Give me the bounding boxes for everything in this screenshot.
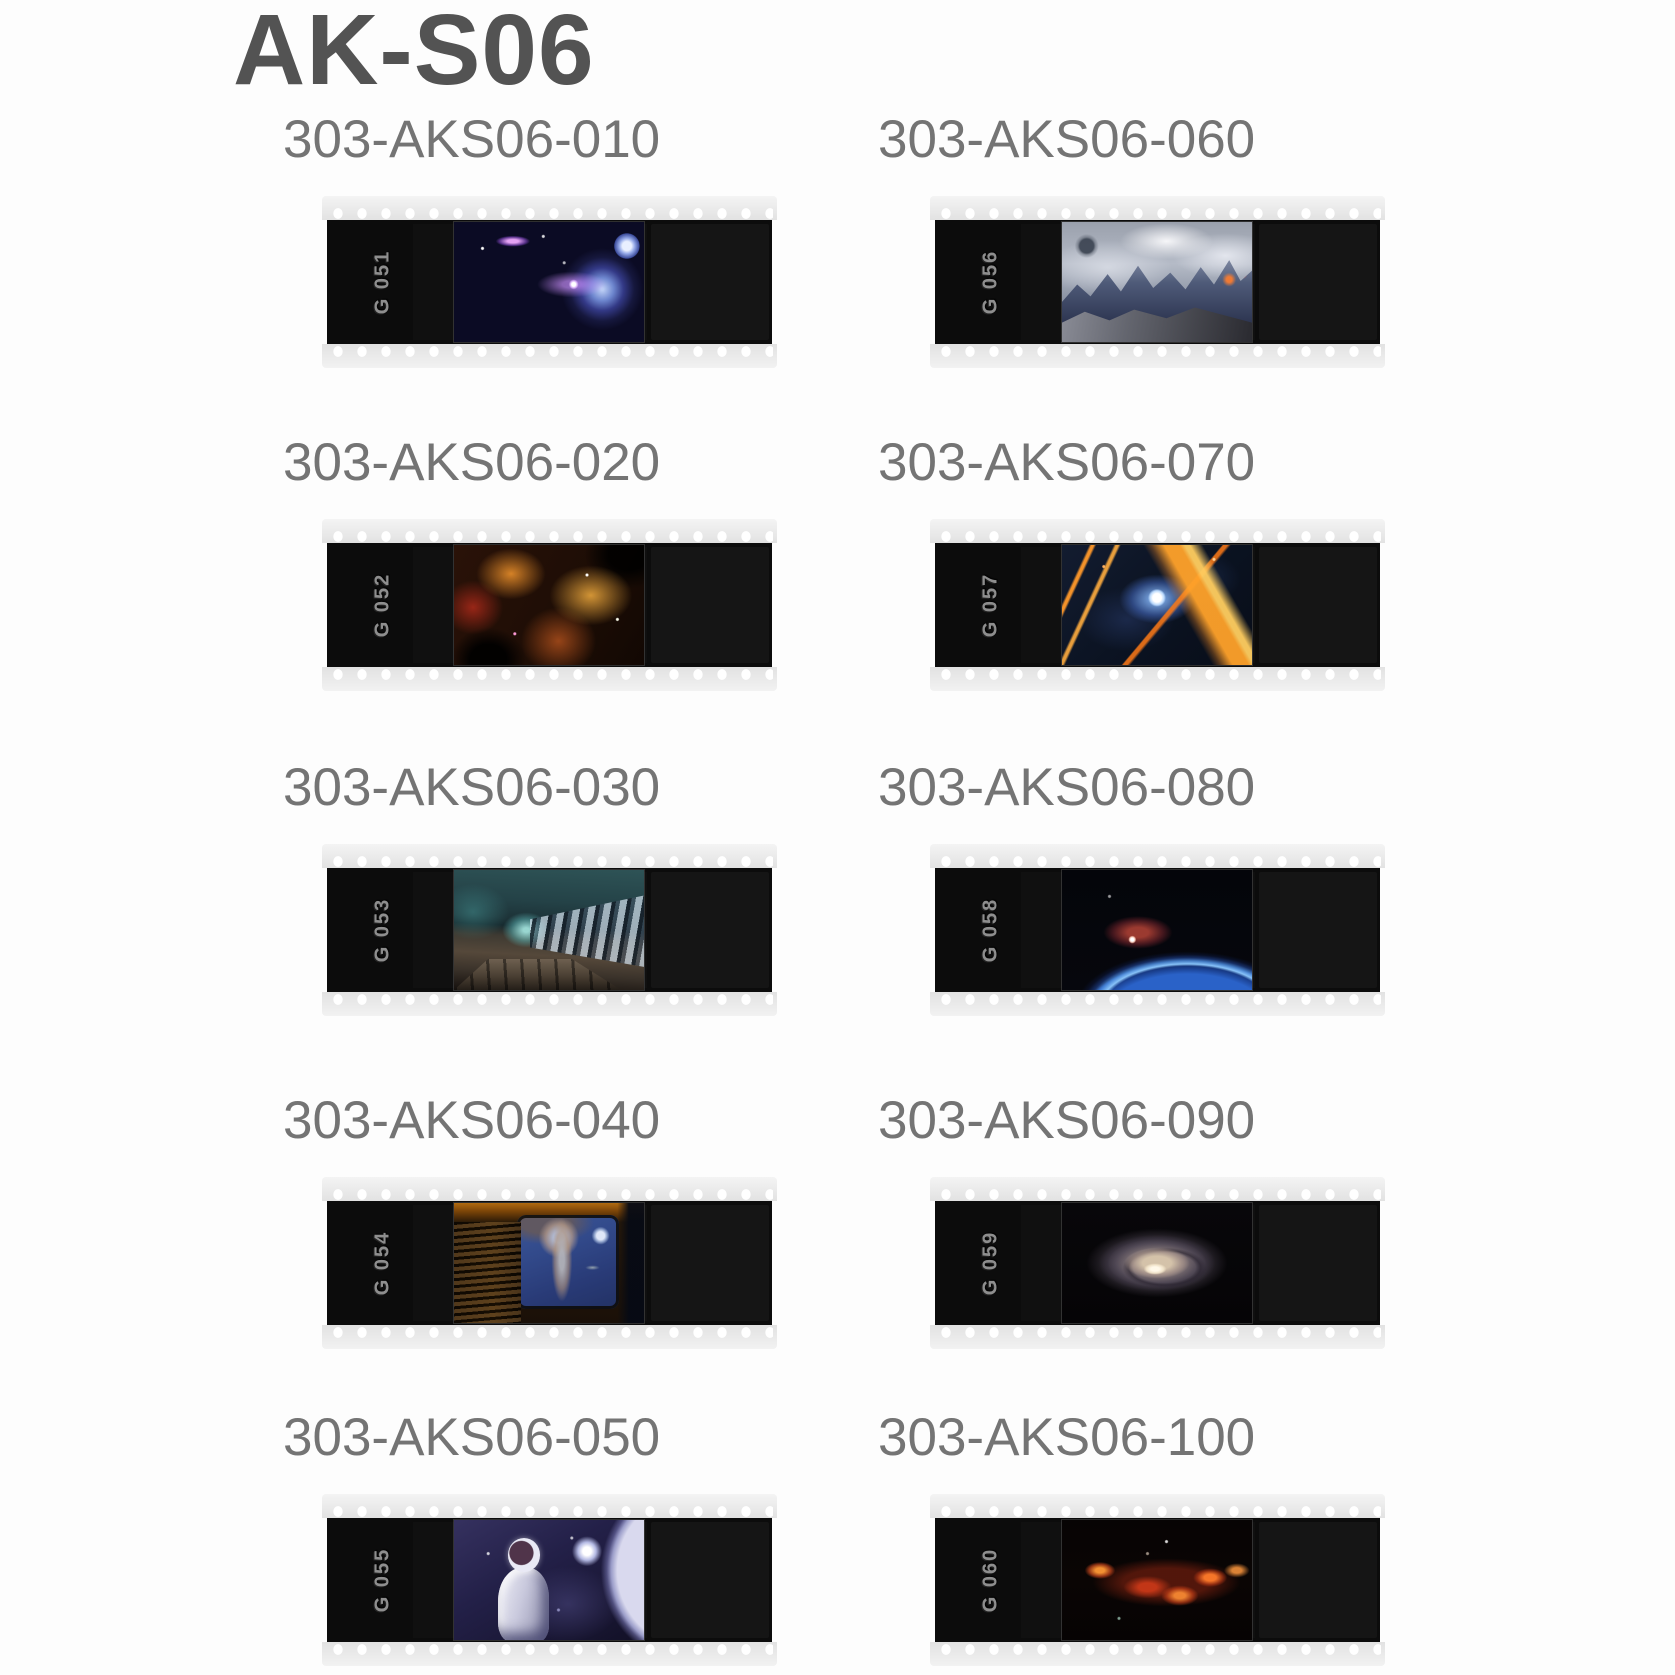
frame-code: G 056 — [979, 249, 1002, 315]
sprocket-holes-icon — [326, 344, 773, 359]
frame-code: G 051 — [371, 249, 394, 315]
frame-code: G 052 — [371, 572, 394, 638]
photo-spaceship-cabin-window — [454, 1203, 644, 1323]
slide-label: 303-AKS06-100 — [878, 1408, 1256, 1467]
photo-spaceship-corridor — [454, 870, 644, 990]
film-edge-band — [930, 1177, 1385, 1201]
frame-code: G 058 — [979, 897, 1002, 963]
slide-cell — [283, 435, 803, 691]
photo-orange-nebula — [454, 545, 644, 665]
slide-label: 303-AKS06-010 — [283, 110, 661, 169]
frame-code: G 054 — [371, 1230, 394, 1296]
photo-red-nebula-band — [1062, 1520, 1252, 1640]
photo-purple-nebula-planets — [454, 222, 644, 342]
film-frame-area — [651, 547, 769, 663]
film-edge-band — [322, 844, 777, 868]
film-body — [327, 1201, 772, 1325]
film-body — [935, 220, 1380, 344]
film-strip — [322, 196, 777, 368]
sprocket-holes-icon — [934, 1642, 1381, 1657]
film-frame-area — [1259, 1522, 1377, 1638]
sprocket-holes-icon — [326, 1642, 773, 1657]
film-frame-area — [1259, 547, 1377, 663]
sprocket-holes-icon — [934, 854, 1381, 869]
slide-label: 303-AKS06-090 — [878, 1091, 1256, 1150]
slide-cell — [283, 760, 803, 1016]
film-strip — [930, 519, 1385, 691]
slide-cell — [283, 112, 803, 368]
sprocket-holes-icon — [934, 992, 1381, 1007]
film-frame-area — [651, 1205, 769, 1321]
sprocket-holes-icon — [934, 667, 1381, 682]
page-title: AK-S06 — [233, 0, 595, 106]
slide-cell — [283, 1410, 803, 1666]
slide-label: 303-AKS06-050 — [283, 1408, 661, 1467]
photo-astronaut-with-planet — [454, 1520, 644, 1640]
sprocket-holes-icon — [326, 1504, 773, 1519]
film-edge-band — [930, 1642, 1385, 1666]
film-edge-band — [322, 344, 777, 368]
frame-code: G 057 — [979, 572, 1002, 638]
photo-earth-horizon-sunrise — [1062, 870, 1252, 990]
sprocket-holes-icon — [934, 1504, 1381, 1519]
film-strip — [930, 1494, 1385, 1666]
film-frame-area — [651, 1522, 769, 1638]
film-strip — [930, 1177, 1385, 1349]
film-body — [327, 1518, 772, 1642]
film-edge-band — [322, 1177, 777, 1201]
sprocket-holes-icon — [326, 1187, 773, 1202]
film-body — [327, 543, 772, 667]
slide-label: 303-AKS06-030 — [283, 758, 661, 817]
sprocket-holes-icon — [326, 529, 773, 544]
sprocket-holes-icon — [326, 854, 773, 869]
sprocket-holes-icon — [934, 529, 1381, 544]
film-edge-band — [322, 667, 777, 691]
frame-code: G 059 — [979, 1230, 1002, 1296]
film-body — [935, 543, 1380, 667]
sprocket-holes-icon — [326, 667, 773, 682]
sprocket-holes-icon — [326, 206, 773, 221]
slide-label: 303-AKS06-070 — [878, 433, 1256, 492]
film-edge-band — [930, 519, 1385, 543]
sprocket-holes-icon — [934, 344, 1381, 359]
slide-label: 303-AKS06-020 — [283, 433, 661, 492]
sprocket-holes-icon — [326, 1325, 773, 1340]
film-edge-band — [322, 1642, 777, 1666]
film-strip — [322, 844, 777, 1016]
slide-cell — [878, 1410, 1398, 1666]
film-strip — [322, 519, 777, 691]
film-body — [935, 1518, 1380, 1642]
film-strip — [930, 844, 1385, 1016]
photo-spiral-galaxy — [1062, 1203, 1252, 1323]
film-edge-band — [930, 344, 1385, 368]
photo-space-battle — [1062, 545, 1252, 665]
film-strip — [322, 1177, 777, 1349]
frame-code: G 060 — [979, 1547, 1002, 1613]
film-edge-band — [930, 844, 1385, 868]
sprocket-holes-icon — [934, 1187, 1381, 1202]
slide-label: 303-AKS06-060 — [878, 110, 1256, 169]
frame-code: G 053 — [371, 897, 394, 963]
sprocket-holes-icon — [934, 206, 1381, 221]
film-body — [327, 868, 772, 992]
film-frame-area — [1259, 1205, 1377, 1321]
sprocket-holes-icon — [934, 1325, 1381, 1340]
film-edge-band — [930, 667, 1385, 691]
film-edge-band — [322, 1325, 777, 1349]
film-frame-area — [651, 872, 769, 988]
slide-cell — [878, 1093, 1398, 1349]
film-frame-area — [1259, 872, 1377, 988]
slide-cell — [878, 112, 1398, 368]
film-edge-band — [930, 196, 1385, 220]
slide-label: 303-AKS06-040 — [283, 1091, 661, 1150]
film-edge-band — [930, 992, 1385, 1016]
slide-cell — [878, 760, 1398, 1016]
film-frame-area — [1259, 224, 1377, 340]
frame-code: G 055 — [371, 1547, 394, 1613]
sprocket-holes-icon — [326, 992, 773, 1007]
film-strip — [322, 1494, 777, 1666]
film-edge-band — [930, 1325, 1385, 1349]
film-edge-band — [322, 1494, 777, 1518]
photo-alien-mountains — [1062, 222, 1252, 342]
film-body — [327, 220, 772, 344]
film-strip — [930, 196, 1385, 368]
film-edge-band — [930, 1494, 1385, 1518]
slide-cell — [283, 1093, 803, 1349]
film-edge-band — [322, 992, 777, 1016]
film-frame-area — [651, 224, 769, 340]
film-edge-band — [322, 196, 777, 220]
slide-label: 303-AKS06-080 — [878, 758, 1256, 817]
film-edge-band — [322, 519, 777, 543]
film-body — [935, 868, 1380, 992]
slide-cell — [878, 435, 1398, 691]
film-body — [935, 1201, 1380, 1325]
